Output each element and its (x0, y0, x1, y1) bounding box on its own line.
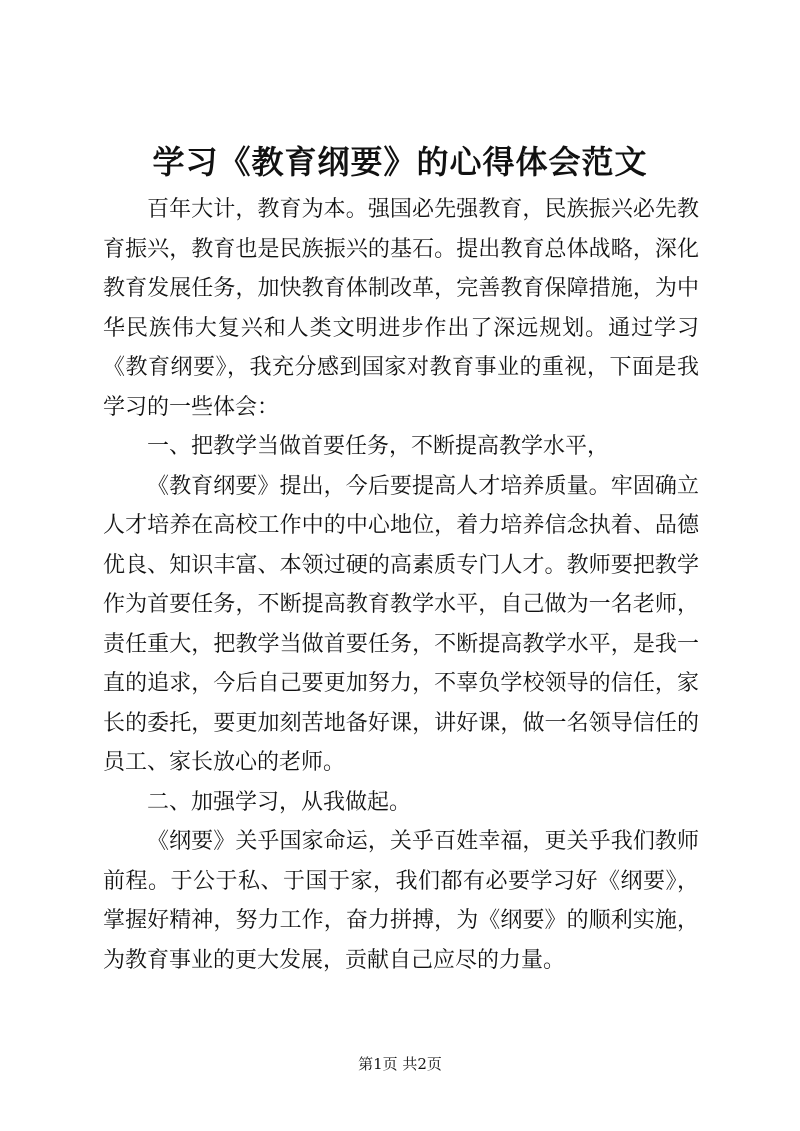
page-number-footer: 第1页 共2页 (358, 1055, 442, 1073)
document-title: 学习《教育纲要》的心得体会范文 (152, 143, 648, 181)
paragraph-section-1: 《教育纲要》提出，今后要提高人才培养质量。牢固确立人才培养在高校工作中的中心地位，着力培养信念执着、品德优良、知识丰富、本领过硬的高素质专门人才。教师要把教学作为首要任务，不断提高教育教学水平，自己做为一名老师，责任重大，把教学当做首要任务，不断提高教学水平，是我一直的追求，今后自己要更加努力，不辜负学校领导的信任，家长的委托，要更加刻苦地备好课，讲好课，做一名领导信任的员工、家长放心的老师。 (103, 473, 699, 775)
section-heading-1: 一、把教学当做首要任务，不断提高教学水平， (147, 434, 610, 459)
document-body (103, 190, 699, 980)
paragraph-section-2: 《纲要》关乎国家命运，关乎百姓幸福，更关乎我们教师前程。于公于私、于国于家，我们都有必要学习好《纲要》，掌握好精神，努力工作，奋力拼搏，为《纲要》的顺利实施，为教育事业的更大发展，贡献自己应尽的力量。 (103, 829, 699, 973)
paragraph-intro: 百年大计，教育为本。强国必先强教育，民族振兴必先教育振兴，教育也是民族振兴的基石。提出教育总体战略，深化教育发展任务，加快教育体制改革，完善教育保障措施，为中华民族伟大复兴和人类文明进步作出了深远规划。通过学习《教育纲要》，我充分感到国家对教育事业的重视，下面是我学习的一些体会： (103, 197, 699, 420)
section-heading-2: 二、加强学习，从我做起。 (147, 789, 412, 815)
